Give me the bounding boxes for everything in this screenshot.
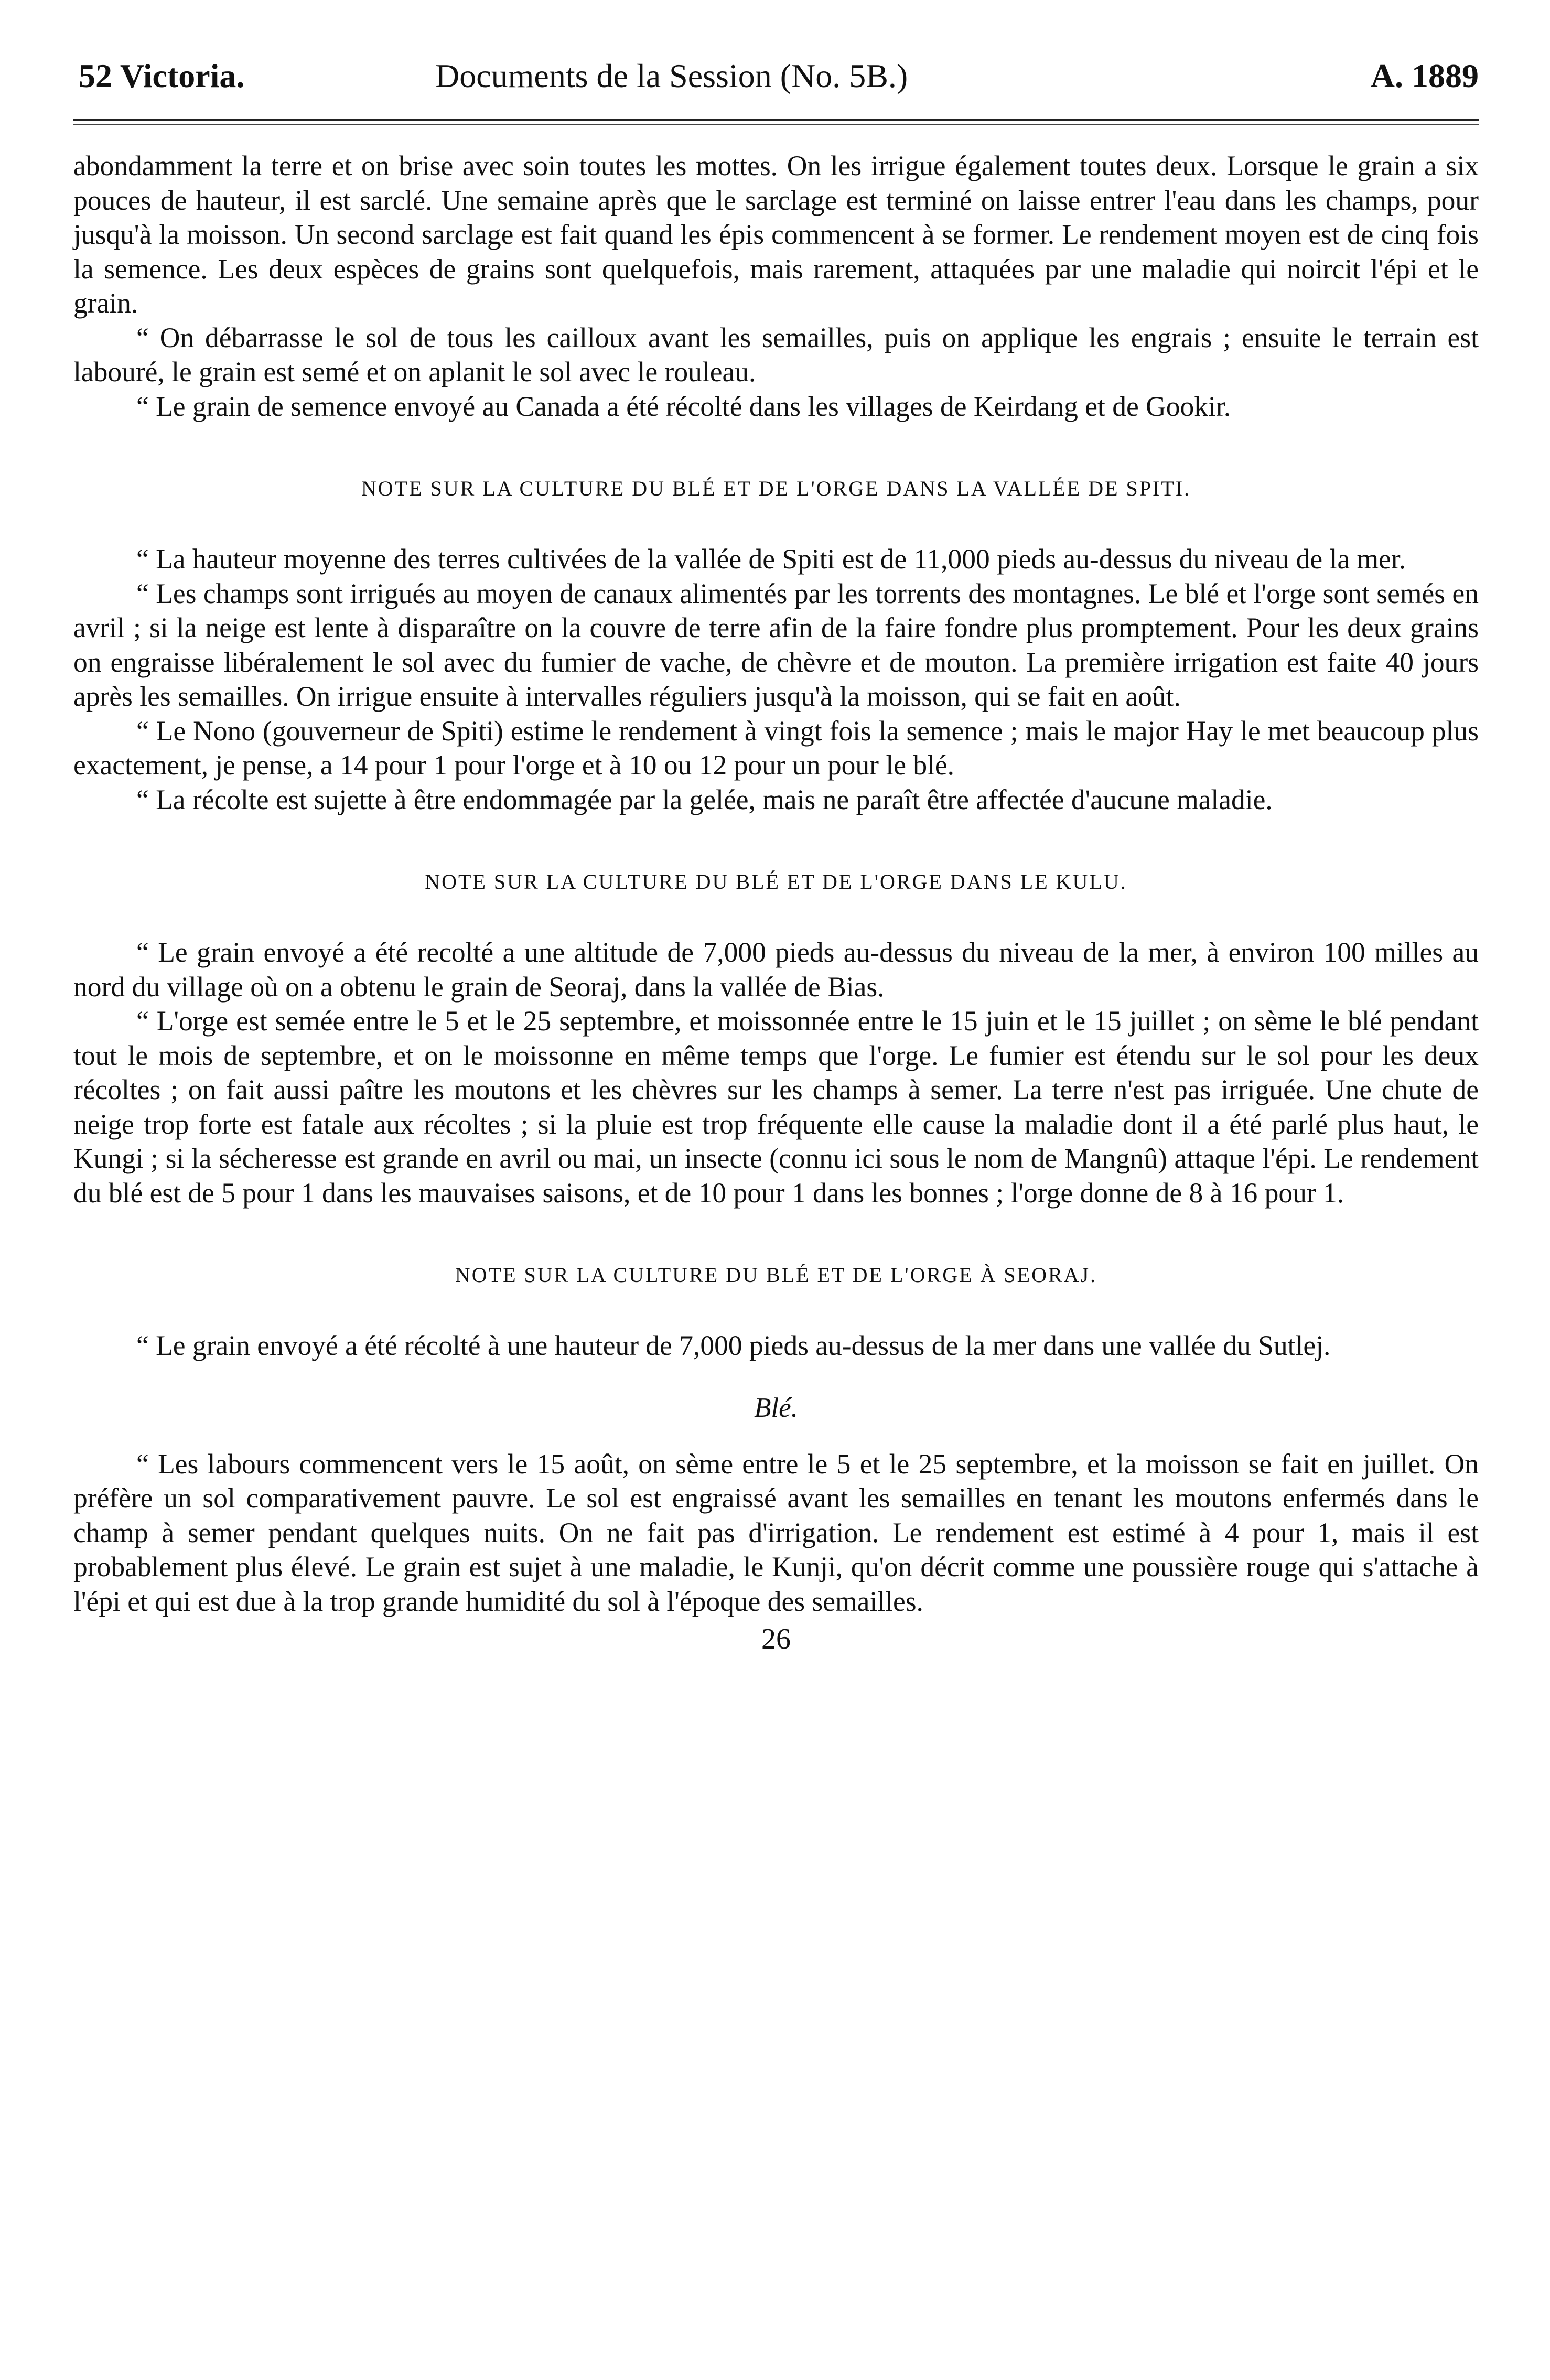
header-left: 52 Victoria.	[79, 57, 245, 94]
header-rule	[73, 119, 1479, 121]
header-rule-thin	[73, 124, 1479, 125]
section-heading-seoraj: NOTE SUR LA CULTURE DU BLÉ ET DE L'ORGE À SEORAJ.	[455, 1263, 1097, 1287]
document-page	[73, 52, 1479, 2349]
section-heading-kulu: NOTE SUR LA CULTURE DU BLÉ ET DE L'ORGE DANS LE KULU.	[425, 870, 1127, 893]
paragraph: “ Les champs sont irrigués au moyen de canaux alimentés par les torrents des montagnes. Le blé et l'orge sont semés en avril ; si la neige est lente à disparaître on la couvre de terre afin de la faire fondre plus promptement. Pour les deux grains on engraisse libéralement le sol avec du fumier de vache, de chèvre et de mouton. La première irrigation est faite 40 jours après les semailles. On irrigue ensuite à intervalles réguliers jusqu'à la moisson, qui se fait en août.	[73, 577, 1479, 712]
section-heading-spiti: NOTE SUR LA CULTURE DU BLÉ ET DE L'ORGE DANS LA VALLÉE DE SPITI.	[361, 477, 1191, 500]
header-right: A. 1889	[1370, 57, 1479, 94]
paragraph: “ Le grain envoyé a été récolté à une hauteur de 7,000 pieds au-dessus de la mer dans une vallée du Sutlej.	[136, 1330, 1331, 1361]
header-center: Documents de la Session (No. 5B.)	[435, 57, 908, 94]
page-number: 26	[761, 1623, 791, 1655]
paragraph: “ Le Nono (gouverneur de Spiti) estime le rendement à vingt fois la semence ; mais le major Hay le met beaucoup plus exactement, je pense, a 14 pour 1 pour l'orge et à 10 ou 12 pour un pour le blé.	[73, 715, 1479, 781]
paragraph: “ La hauteur moyenne des terres cultivées de la vallée de Spiti est de 11,000 pieds au-dessus du niveau de la mer.	[136, 543, 1406, 575]
paragraph: “ Le grain envoyé a été recolté a une altitude de 7,000 pieds au-dessus du niveau de la mer, à environ 100 milles au nord du village où on a obtenu le grain de Seoraj, dans la vallée de Bias.	[73, 936, 1479, 1003]
paragraph: “ On débarrasse le sol de tous les cailloux avant les semailles, puis on applique les engrais ; ensuite le terrain est labouré, le grain est semé et on aplanit le sol avec le rouleau.	[73, 321, 1479, 387]
paragraph: “ La récolte est sujette à être endommagée par la gelée, mais ne paraît être affectée d'aucune maladie.	[136, 783, 1273, 815]
paragraph: “ Le grain de semence envoyé au Canada a été récolté dans les villages de Keirdang et de Gookir.	[136, 390, 1231, 422]
paragraph: “ L'orge est semée entre le 5 et le 25 septembre, et moissonnée entre le 15 juin et le 15 juillet ; on sème le blé pendant tout le mois de septembre, et on le moissonne en même temps que l'orge. Le fumier est étendu sur le sol pour les deux récoltes ; on fait aussi paître les moutons et les chèvres sur les champs à semer. La terre n'est pas irriguée. Une chute de neige trop forte est fatale aux récoltes ; si la pluie est trop fréquente elle cause la maladie dont il a été parlé plus haut, le Kungi ; si la sécheresse est grande en avril ou mai, un insecte (connu ici sous le nom de Mangnû) attaque l'épi. Le rendement du blé est de 5 pour 1 dans les mauvaises saisons, et de 10 pour 1 dans les bonnes ; l'orge donne de 8 à 16 pour 1.	[73, 1005, 1479, 1209]
paragraph: abondamment la terre et on brise avec soin toutes les mottes. On les irrigue également toutes deux. Lorsque le grain a six pouces de hauteur, il est sarclé. Une semaine après que le sarclage est terminé on laisse entrer l'eau dans les champs, pour jusqu'à la moisson. Un second sarclage est fait quand les épis commencent à se former. Le rendement moyen est de cinq fois la semence. Les deux espèces de grains sont quelquefois, mais rarement, attaquées par une maladie qui noircit l'épi et le grain.	[73, 150, 1479, 319]
paragraph: “ Les labours commencent vers le 15 août, on sème entre le 5 et le 25 septembre, et la moisson se fait en juillet. On préfère un sol comparativement pauvre. Le sol est engraissé avant les semailles en tenant les moutons enfermés dans le champ à semer pendant quelques nuits. On ne fait pas d'irrigation. Le rendement est estimé à 4 pour 1, mais il est probablement plus élevé. Le grain est sujet à une maladie, le Kunji, qu'on décrit comme une poussière rouge qui s'attache à l'épi et qui est due à la trop grande humidité du sol à l'époque des semailles.	[73, 1448, 1479, 1617]
running-header	[73, 52, 1479, 100]
subsection-heading-ble: Blé.	[754, 1392, 798, 1423]
